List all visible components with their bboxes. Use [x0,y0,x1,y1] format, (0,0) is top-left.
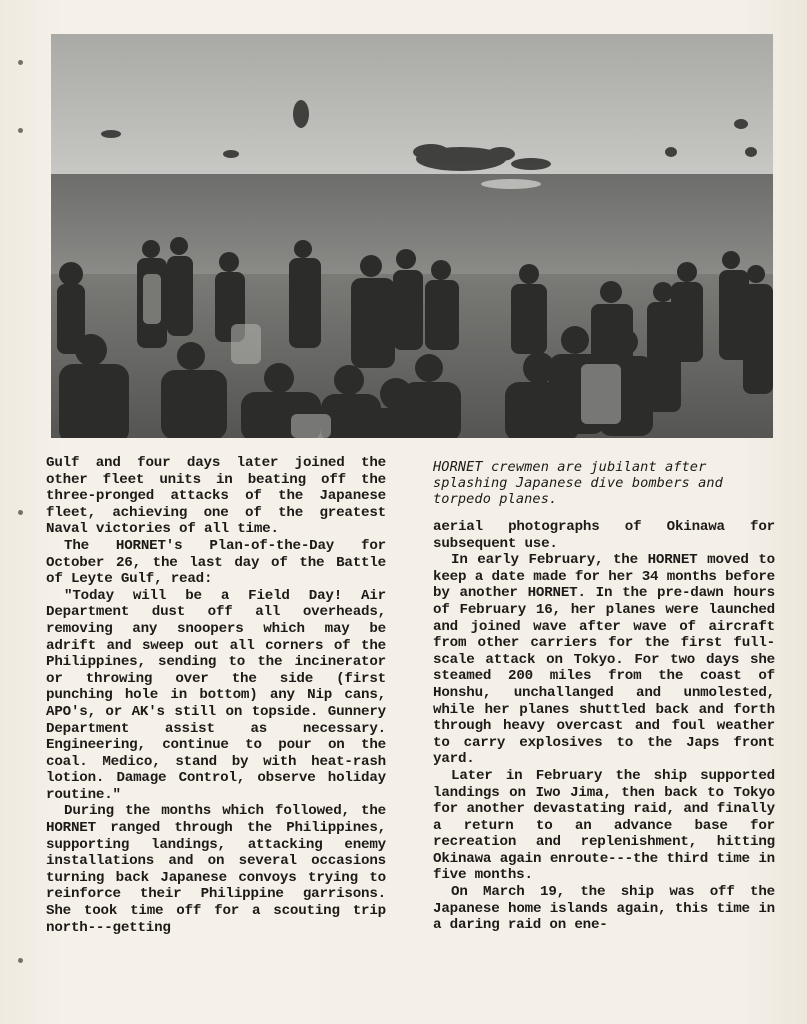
right-text-column [433,455,775,934]
binder-hole-mark [18,128,23,133]
photo-caption: HORNET crewmen are jubilant after splashing Japanese dive bombers and torpedo planes. [433,459,723,507]
paragraph: On March 19, the ship was off the Japanese home islands again, this time in a daring raid on ene- [433,884,775,934]
paragraph: The HORNET's Plan-of-the-Day for October 26, the last day of the Battle of Leyte Gulf, read: [46,537,386,588]
binder-hole-mark [18,60,23,65]
binder-hole-mark [18,510,23,515]
paragraph: During the months which followed, the HORNET ranged through the Philippines, supporting landings, attacking enemy installations and on several occasions turning back Japanese convoys trying to reinforce their Philippine garrisons. She took time off for a scouting trip north---getting [46,803,386,936]
paragraph: In early February, the HORNET moved to keep a date made for her 34 months before by another HORNET. In the pre-dawn hours of February 16, her planes were launched and joined wave after wave of aircraft from other carriers for the first full-scale attack on Tokyo. For two days she steamed 200 miles from the coast of Honshu, unchallanged and unmolested, while her planes shuttled back and forth through heavy overcast and foul weather to carry explosives to the Japs front yard. [433,552,775,768]
paragraph: Gulf and four days later joined the other fleet units in beating off the three-pronged attacks of the Japanese fleet, achieving one of the greatest Naval victories of all time. [46,455,386,538]
paragraph: Later in February the ship supported landings on Iwo Jima, then back to Tokyo for another devastating raid, and finally a return to an advance base for recreation and replenishment, hitting Okinawa again enroute---the third time in five months. [433,767,775,884]
left-text-column [46,455,386,936]
crew-photo [51,34,773,438]
paragraph: aerial photographs of Okinawa for subsequent use. [433,519,775,552]
quoted-plan-of-the-day: "Today will be a Field Day! Air Department dust off all overheads, removing any snoopers which may be adrift and sweep out all corners of the Philippines, sending to the incinerator or throwing over the side (first punching hole in bottom) any Nip cans, APO's, or AK's still on topside. Gunnery Department assist as necessary. Engineering, continue to pour on the coal. Medico, stand by with heat-rash lotion. Damage Control, observe holiday routine." [46,587,386,803]
binder-hole-mark [18,958,23,963]
